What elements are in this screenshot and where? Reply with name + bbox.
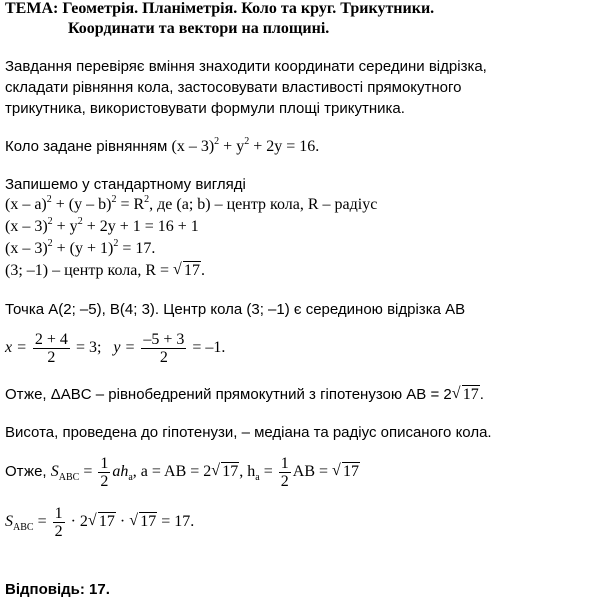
midpoint-formula: x = $\frac{2 + 4}{2}$ = 3; y = $\frac{-5 + 3}{2}$ = –1. (5, 331, 226, 366)
topic-title-line1: ТЕМА: Геометрія. Планіметрія. Коло та круг. Трикутники. (5, 0, 435, 17)
area-calculation-line: $S_{ABC}$ = $\frac{1}{2}$ · 2√ 17 · √ 17 = 17. (5, 505, 194, 540)
intro-line-2: складати рівняння кола, застосовувати властивості прямокутного (5, 79, 462, 96)
fraction-y: $\frac{-5 + 3}{2}$ (143, 331, 185, 366)
fraction-half: $\frac{1}{2}$ (280, 455, 289, 490)
fraction-x: $\frac{2 + 4}{2}$ (34, 331, 68, 366)
topic-title-line2: Координати та вектори на площині. (68, 20, 330, 37)
sqrt-17: √ 17 (88, 513, 116, 531)
fraction-half: $\frac{1}{2}$ (54, 505, 63, 540)
standard-form-general: $(x - a)^2 + (y - b)^2 = R^2$, де (a; b) – центр кола, R – радіус (5, 194, 378, 213)
triangle-conclusion: Отже, ΔABC – рівнобедрений прямокутний з гіпотенузою AB = 2√ 17. (5, 386, 484, 404)
standard-form-heading: Запишемо у стандартному вигляді (5, 176, 246, 193)
answer-line: Відповідь: 17. (5, 581, 110, 598)
standard-form-step1: $(x - 3)^2 + y^2 + 2y + 1 = 16 + 1$ (5, 216, 199, 235)
fraction-half: $\frac{1}{2}$ (100, 455, 109, 490)
sqrt-17: √ 17 (332, 463, 360, 481)
given-prefix: Коло задане рівнянням (5, 138, 168, 155)
sqrt-17: √ 17 (173, 262, 201, 280)
sqrt-17: √ 17 (211, 463, 239, 481)
sqrt-17: √ 17 (129, 513, 157, 531)
points-line: Точка A(2; –5), B(4; 3). Центр кола (3; –1) є серединою відрізка AB (5, 301, 466, 318)
given-equation: $(x - 3)^2 + y^2 + 2y = 16$. (171, 136, 320, 155)
intro-line-3: трикутника, використовувати формули площі трикутника. (5, 100, 405, 117)
given-equation-line (5, 138, 319, 156)
area-formula-line: Отже, $S_{ABC}$ = $\frac{1}{2}$ $ah_a$, a = AB = 2√ 17, $h_a$ = $\frac{1}{2}$ AB = √ 17 (5, 455, 360, 490)
sqrt-17: √ 17 (452, 386, 480, 404)
intro-line-1: Завдання перевіряє вміння знаходити координати середини відрізка, (5, 58, 487, 75)
center-radius-line: (3; –1) – центр кола, R = √ 17. (5, 262, 205, 280)
standard-form-step2: $(x - 3)^2 + (y + 1)^2 = 17$. (5, 238, 156, 257)
height-statement: Висота, проведена до гіпотенузи, – медіана та радіус описаного кола. (5, 424, 492, 441)
